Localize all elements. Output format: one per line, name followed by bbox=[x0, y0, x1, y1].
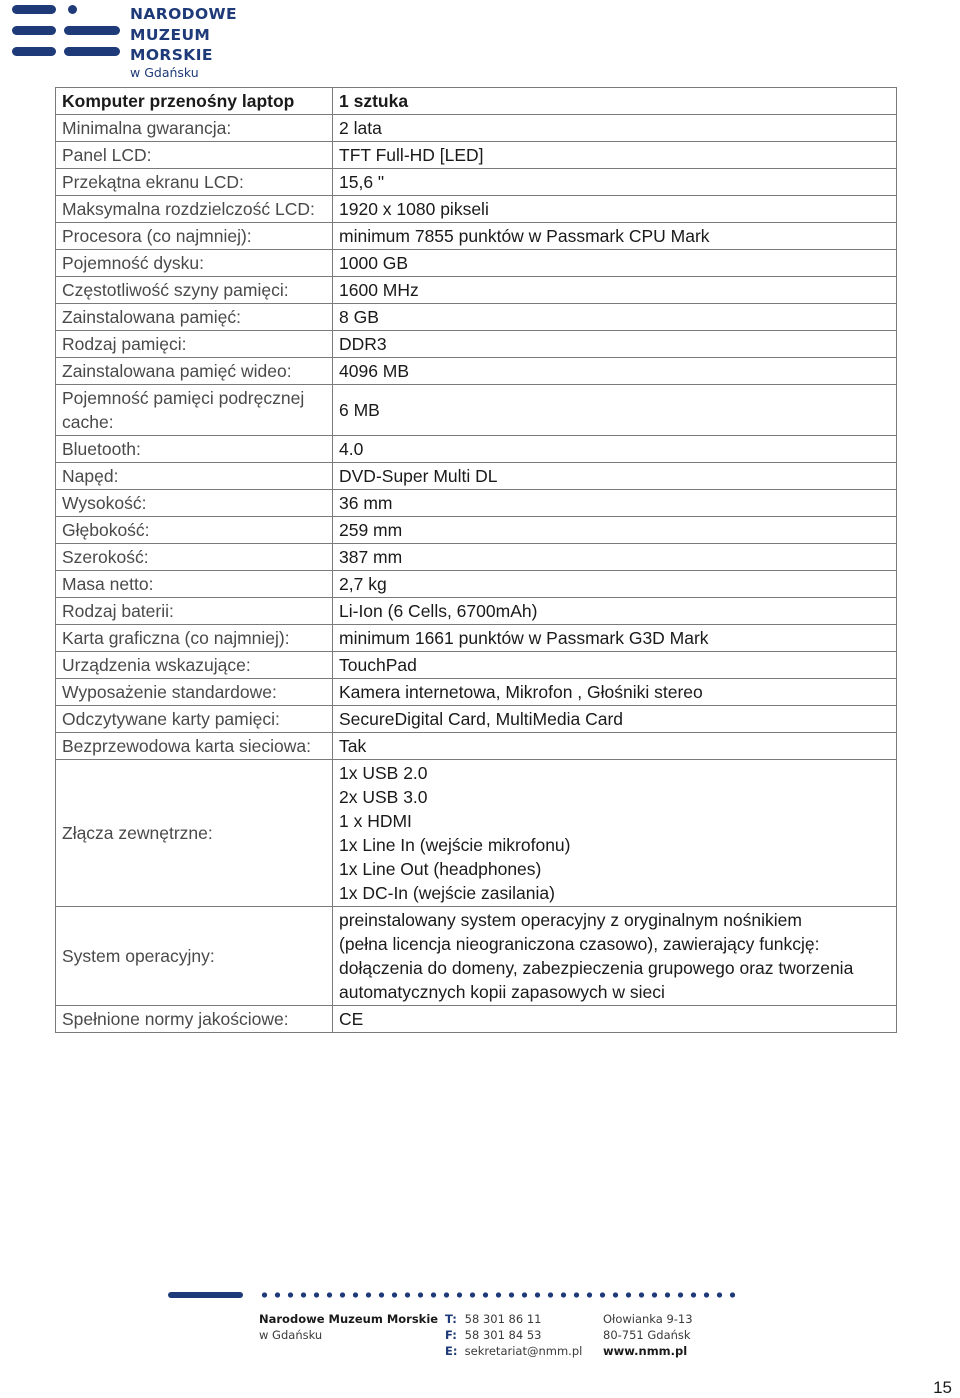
spec-value bbox=[333, 331, 897, 358]
spec-value-line: 4096 MB bbox=[339, 361, 410, 381]
footer-org bbox=[259, 1311, 438, 1343]
spec-row bbox=[56, 571, 897, 598]
spec-row bbox=[56, 598, 897, 625]
spec-value bbox=[333, 733, 897, 760]
spec-row bbox=[56, 277, 897, 304]
spec-value bbox=[333, 463, 897, 490]
spec-value-line: TFT Full-HD [LED] bbox=[339, 145, 484, 165]
email-label: E: bbox=[445, 1344, 458, 1358]
spec-value-line: 1 x HDMI bbox=[339, 811, 412, 831]
page-number: 15 bbox=[933, 1378, 952, 1397]
spec-value-line: Kamera internetowa, Mikrofon , Głośniki stereo bbox=[339, 682, 703, 702]
spec-value-line: minimum 1661 punktów w Passmark G3D Mark bbox=[339, 628, 709, 648]
spec-value bbox=[333, 679, 897, 706]
fax-value: 58 301 84 53 bbox=[464, 1328, 542, 1342]
spec-value-line: automatycznych kopii zapasowych w sieci bbox=[339, 982, 665, 1002]
spec-row bbox=[56, 358, 897, 385]
spec-key: Bezprzewodowa karta sieciowa: bbox=[56, 733, 333, 760]
spec-value bbox=[333, 652, 897, 679]
address-city: 80-751 Gdańsk bbox=[603, 1328, 691, 1342]
spec-key: Procesora (co najmniej): bbox=[56, 223, 333, 250]
spec-value bbox=[333, 304, 897, 331]
spec-value bbox=[333, 706, 897, 733]
spec-value-line: 1600 MHz bbox=[339, 280, 419, 300]
phone-label: T: bbox=[445, 1312, 457, 1326]
spec-row bbox=[56, 196, 897, 223]
spec-row bbox=[56, 250, 897, 277]
spec-key: Masa netto: bbox=[56, 571, 333, 598]
spec-key: Panel LCD: bbox=[56, 142, 333, 169]
logo-name-line: MUZEUM bbox=[130, 25, 211, 44]
spec-row bbox=[56, 706, 897, 733]
spec-value bbox=[333, 88, 897, 115]
spec-value bbox=[333, 277, 897, 304]
spec-value-line: 2,7 kg bbox=[339, 574, 387, 594]
spec-value-line: 1920 x 1080 pikseli bbox=[339, 199, 489, 219]
spec-key: Złącza zewnętrzne: bbox=[56, 760, 333, 907]
spec-key: Odczytywane karty pamięci: bbox=[56, 706, 333, 733]
logo-wordmark bbox=[130, 4, 237, 66]
spec-value bbox=[333, 250, 897, 277]
spec-key: Bluetooth: bbox=[56, 436, 333, 463]
spec-row bbox=[56, 169, 897, 196]
spec-row bbox=[56, 760, 897, 907]
spec-value-line: CE bbox=[339, 1009, 364, 1029]
spec-value bbox=[333, 169, 897, 196]
spec-key: Komputer przenośny laptop bbox=[56, 88, 333, 115]
spec-value-line: 1 sztuka bbox=[339, 91, 409, 111]
spec-key: Maksymalna rozdzielczość LCD: bbox=[56, 196, 333, 223]
spec-key: Karta graficzna (co najmniej): bbox=[56, 625, 333, 652]
spec-value bbox=[333, 544, 897, 571]
spec-value-line: Tak bbox=[339, 736, 367, 756]
spec-value-line: 1x USB 2.0 bbox=[339, 763, 428, 783]
spec-value-line: SecureDigital Card, MultiMedia Card bbox=[339, 709, 623, 729]
spec-row bbox=[56, 490, 897, 517]
spec-row bbox=[56, 733, 897, 760]
spec-value bbox=[333, 115, 897, 142]
spec-value-line: DVD-Super Multi DL bbox=[339, 466, 498, 486]
spec-value-line: 1000 GB bbox=[339, 253, 409, 273]
spec-key: Spełnione normy jakościowe: bbox=[56, 1006, 333, 1033]
spec-row bbox=[56, 517, 897, 544]
spec-value bbox=[333, 490, 897, 517]
spec-row bbox=[56, 463, 897, 490]
address-street: Ołowianka 9-13 bbox=[603, 1312, 693, 1326]
spec-key: Zainstalowana pamięć wideo: bbox=[56, 358, 333, 385]
spec-value-line: 1x Line Out (headphones) bbox=[339, 859, 542, 879]
spec-value-line: 1x DC-In (wejście zasilania) bbox=[339, 883, 555, 903]
spec-key: Minimalna gwarancja: bbox=[56, 115, 333, 142]
spec-value-line: 4.0 bbox=[339, 439, 364, 459]
spec-value bbox=[333, 196, 897, 223]
spec-value-line: DDR3 bbox=[339, 334, 387, 354]
spec-value bbox=[333, 625, 897, 652]
spec-row bbox=[56, 652, 897, 679]
spec-row bbox=[56, 115, 897, 142]
logo-name-line: NARODOWE bbox=[130, 5, 238, 23]
spec-value bbox=[333, 358, 897, 385]
spec-key: Pojemność dysku: bbox=[56, 250, 333, 277]
logo-name-line: MORSKIE bbox=[130, 46, 213, 64]
footer-org-city: w Gdańsku bbox=[259, 1328, 323, 1342]
spec-row bbox=[56, 1006, 897, 1033]
spec-value-line: 15,6 " bbox=[339, 172, 385, 192]
museum-logo bbox=[12, 4, 242, 82]
spec-row bbox=[56, 142, 897, 169]
footer-phone bbox=[445, 1311, 582, 1327]
spec-key: Zainstalowana pamięć: bbox=[56, 304, 333, 331]
footer-address bbox=[603, 1311, 693, 1359]
website-link[interactable]: www.nmm.pl bbox=[603, 1344, 688, 1358]
spec-value bbox=[333, 760, 897, 907]
spec-value-line: minimum 7855 punktów w Passmark CPU Mark bbox=[339, 226, 710, 246]
email-link[interactable]: sekretariat@nmm.pl bbox=[464, 1344, 583, 1358]
footer-org-name: Narodowe Muzeum Morskie bbox=[259, 1312, 439, 1326]
spec-key: Wysokość: bbox=[56, 490, 333, 517]
spec-row bbox=[56, 223, 897, 250]
spec-key: Szerokość: bbox=[56, 544, 333, 571]
spec-value-line: 387 mm bbox=[339, 547, 403, 567]
spec-value-line: 8 GB bbox=[339, 307, 379, 327]
spec-value-line: 1x Line In (wejście mikrofonu) bbox=[339, 835, 571, 855]
spec-row bbox=[56, 88, 897, 115]
spec-row bbox=[56, 679, 897, 706]
spec-row bbox=[56, 907, 897, 1006]
spec-value bbox=[333, 436, 897, 463]
spec-value-line: dołączenia do domeny, zabezpieczenia grupowego oraz tworzenia bbox=[339, 958, 854, 978]
spec-key: Częstotliwość szyny pamięci: bbox=[56, 277, 333, 304]
spec-key: Głębokość: bbox=[56, 517, 333, 544]
logo-city: w Gdańsku bbox=[130, 65, 199, 80]
spec-value bbox=[333, 1006, 897, 1033]
phone-value: 58 301 86 11 bbox=[464, 1312, 542, 1326]
footer-email[interactable] bbox=[445, 1343, 582, 1359]
spec-table bbox=[55, 87, 897, 1033]
spec-value-line: preinstalowany system operacyjny z oryginalnym nośnikiem bbox=[339, 910, 802, 930]
footer-divider bbox=[168, 1291, 738, 1299]
footer-contact bbox=[445, 1311, 582, 1359]
spec-row bbox=[56, 436, 897, 463]
spec-value-line: TouchPad bbox=[339, 655, 417, 675]
spec-row bbox=[56, 385, 897, 436]
fax-label: F: bbox=[445, 1328, 457, 1342]
spec-key: Rodzaj baterii: bbox=[56, 598, 333, 625]
logo-mark-icon bbox=[12, 4, 122, 64]
spec-row bbox=[56, 331, 897, 358]
spec-value-line: 36 mm bbox=[339, 493, 393, 513]
spec-key: Urządzenia wskazujące: bbox=[56, 652, 333, 679]
spec-row bbox=[56, 544, 897, 571]
spec-value-line: 2 lata bbox=[339, 118, 382, 138]
spec-value-line: (pełna licencja nieograniczona czasowo), zawierający funkcję: bbox=[339, 934, 820, 954]
spec-value bbox=[333, 517, 897, 544]
spec-value bbox=[333, 385, 897, 436]
spec-value-line: 259 mm bbox=[339, 520, 403, 540]
spec-value-line: 2x USB 3.0 bbox=[339, 787, 428, 807]
spec-value bbox=[333, 571, 897, 598]
spec-key: Rodzaj pamięci: bbox=[56, 331, 333, 358]
spec-table-body bbox=[56, 88, 897, 1033]
spec-key: Pojemność pamięci podręcznej cache: bbox=[56, 385, 333, 436]
spec-row bbox=[56, 304, 897, 331]
spec-value-line: 6 MB bbox=[339, 400, 380, 420]
footer-fax bbox=[445, 1327, 582, 1343]
spec-row bbox=[56, 625, 897, 652]
spec-value bbox=[333, 598, 897, 625]
spec-value bbox=[333, 142, 897, 169]
spec-key: Napęd: bbox=[56, 463, 333, 490]
spec-key: System operacyjny: bbox=[56, 907, 333, 1006]
spec-value-line: Li-Ion (6 Cells, 6700mAh) bbox=[339, 601, 538, 621]
spec-value bbox=[333, 223, 897, 250]
spec-value bbox=[333, 907, 897, 1006]
spec-key: Przekątna ekranu LCD: bbox=[56, 169, 333, 196]
spec-key: Wyposażenie standardowe: bbox=[56, 679, 333, 706]
